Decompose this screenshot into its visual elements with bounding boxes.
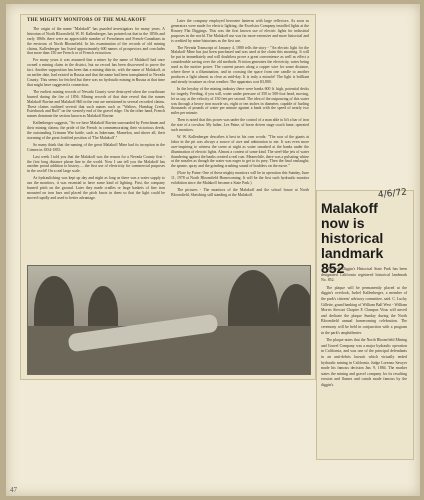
article-paragraph: Kallenberger suggests, "So we have Malakoff Ravine surrounded by Frenchmen and their mining claims; the pride of the French in commemorating their victorious deeds, the outstanding Crimean War battle, such as Inkerman, Mamelon, and above all, their storming of the great fortified position of 'The Malakoff'." xyxy=(27,121,165,140)
article-paragraph: Later the company employed kerosene lanterns with large reflectors. As soon as generators were made for electric lighting, the Excelsior Company installed lights at the Rosney Flat Diggings. This was the first known use of electric lights for industrial purposes in the world. The Malakoff use was far more extensive and more historical and is credited by mine historians as the first use. xyxy=(171,19,309,43)
article-paragraph: So many think that the naming of the great Malakoff Mine had its inception in the Crimea in 1854-1855. xyxy=(27,142,165,152)
article-paragraph: In the heyday of the mining industry there were banks 600 ft. high, potential decks for tragedy. Feeding, if you will, water under pressure of 350 to 500-foot head, moving, let us say, at the velocity of 150 feet per second. The idea of the outpouring of this water was through a heavy iron nozzle six, eight or ten inches in diameter, capable of hurling thousands of pounds of water per minute against a bank with the speed of nearly two miles per minute. xyxy=(171,86,309,116)
side-paragraph: The plaque will be permanently placed at the diggin's overlook, Isobel Kallenberger, a member of the park's citizens' advisory committee, said. C. Lucky Gillette, grand banking of William Ball West - William Morris Stewart Chapter E Clampus Vitus will unveil and dedicate the plaque Sunday during the North Bloomfield annual homecoming celebration. The ceremony will be held in conjunction with a program in the park's amphitheater. xyxy=(321,285,407,335)
article-headline: THE MIGHTY MONITORS OF THE MALAKOFF xyxy=(27,18,147,23)
article-paragraph: The origin of the name "Malakoff" has puzzled investigators for many years. A historian of North Bloomfield, W. H. Kallenberger, has pointed out that in the 1850s and early 1860s there were an appreciable number of Frenchmen and French-Canadians in the environs of North Bloomfield. In his examination of the records of old mining claims, Kallenberger has listed approximately 600 names of prospectors and concludes that more than 150 are French or of French extraction. xyxy=(27,26,165,56)
side-paragraph: The plaque notes that the North Bloomfield Mining and Gravel Company was a major hydraulic operation in California, and was one of the principal defendants in an anti-debris lawsuit which virtually ended hydraulic mining in California. Judge Lorenzo Sawyer made his famous decision Jan. 9, 1884. The marker states the mining and gravel company for its resulting erosion and flumes and canals made famous by the diggin's. xyxy=(321,338,407,387)
article-column-left xyxy=(27,19,165,203)
side-article-body xyxy=(321,267,407,390)
article-paragraph: For many years it was assumed that a miner by the name of Malakoff had once owned a mining claim in the district, but no record has been discovered to prove the fact. Another supposition has been that a mining district, with the name of Malakoff, at an earlier date, had existed in Russia and that the name had been transplanted to Nevada County. This seems far fetched but there was no hydraulic mining in Russia at that time that might have suggested a connection. xyxy=(27,58,165,87)
scrapbook-page xyxy=(6,4,420,496)
article-paragraph: The pictures - The monitors of the Malakoff and the school house at North Bloomfield, Sketching still standing at the Malakoff. xyxy=(171,188,309,197)
article-paragraph: Last week I told you that the Malakoff was the reason for a Nevada County first - the first long distance phone line in the world. Now I can tell you the Malakoff has another proud addition to history......the first use of electricity for commercial purposes in the world! On a real large scale. xyxy=(27,154,165,174)
article-column-right xyxy=(171,19,309,200)
article-paragraph: The earliest mining records of Nevada County were destroyed when the courthouse burned during the fire of 1856. Mining records of that date reveal that the names Malakoff Ravine and Malakoff Hill in the east are mentioned in several recorded claims. These claims outlined several that such names such as "Walters, Humbug Creek, Esterbrook and Ruff" on the westerly end of the gravel ridge. On the other hand, French names dominate the section known as Malakoff Ravine. xyxy=(27,89,165,119)
monitor-photo xyxy=(27,265,311,375)
margin-note: 47 xyxy=(10,486,17,494)
article-paragraph: W. W. Kallenberger describes it best in his own words: "The roar of the giants at labor in the pit was always a source of awe and admiration to me. It was even more awe-inspiring to witness the scene at night as water smashed at the banks under the illumination of electric lights. Almost a contest of some kind. The steel-like jets of water thundering against the banks created a real roar. Meanwhile, there was a pulsating whine at the nozzles as though the water was eager to get to its prey. Then the final onslaught; the spume, spray and the grinding crushing sound of boulders on the move." xyxy=(171,134,309,169)
side-headline: Malakoff now is historical landmark 852 xyxy=(321,200,384,276)
newspaper-clipping-main xyxy=(20,14,316,380)
article-paragraph: As hydraulicking was kept up day and night as long as there was a water supply to run the monitors, it was essential to have some kind of lighting. First, the company burned pitch on the ground. Later they made cradles or large baskets of fine iron mounted on iron bars and placed the pitch knots in them so that the light could be moved rapidly and used to better advantage. xyxy=(27,176,165,200)
side-paragraph: Malakoff Diggin's Historical State Park has been designated California registered historical landmark No. 852. xyxy=(321,267,407,283)
article-paragraph: The Nevada Transcript of January 4, 1880 tells the story - "An electric light for the Malakoff Mine has just been purchased and was used at the claim this morning. It will be put in immediately and will doubtless prove a great convenience as well as effect a considerable saving over the old methods. Friction generates the electricity, water being used as the motive power. The current passes along a copper wire for some distance, where there is a illumination, and in crossing the space from one candle to another produces a light almost as clear as mid-day. It is truly a miracle! The light is brilliant and steady in nature as clear weather. The apparatus cost $3,800. xyxy=(171,45,309,84)
article-paragraph: Then is noted that this power was under the control of a man able to lift a bar of iron the size of a crowbar. My father, Les Paine, of horse driven stage coach fame, operated such monitors. xyxy=(171,118,309,133)
article-paragraph: (Note by Paine: One of these mighty monitors will be in operation this Sunday, June 11, 1978 at North Bloomfield Homecoming. It will be the first such hydraulic monitor exhibition since the Malakoff became a State Park.) xyxy=(171,171,309,186)
newspaper-clipping-side xyxy=(316,187,414,460)
handwritten-date: 4/6/72 xyxy=(377,187,408,201)
